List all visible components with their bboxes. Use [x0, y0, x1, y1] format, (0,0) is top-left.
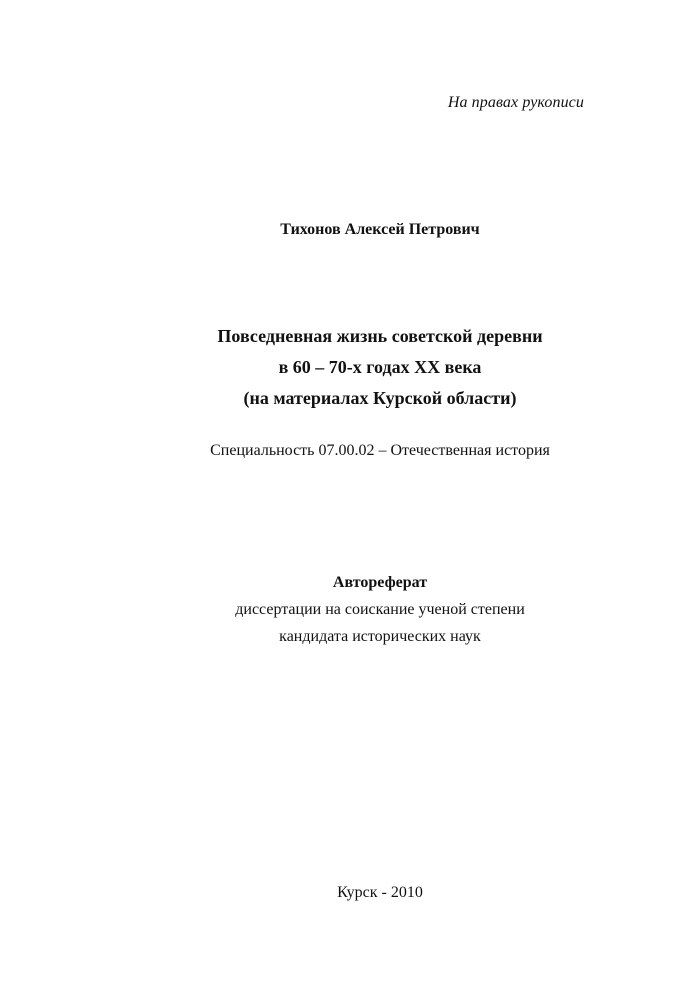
title-line-2: в 60 – 70-х годах XX века	[278, 357, 482, 377]
abstract-heading: Автореферат	[332, 574, 428, 591]
dissertation-title	[0, 321, 700, 414]
abstract-block	[0, 569, 700, 650]
abstract-line-1: диссертации на соискание ученой степени	[235, 601, 525, 618]
specialty-line: Специальность 07.00.02 – Отечественная история	[210, 442, 550, 459]
author-name: Тихонов Алексей Петрович	[280, 221, 480, 238]
title-line-3: (на материалах Курской области)	[243, 388, 517, 408]
abstract-line-2: кандидата исторических наук	[279, 628, 481, 645]
title-line-1: Повседневная жизнь советской деревни	[217, 326, 543, 346]
rights-note: На правах рукописи	[447, 94, 584, 111]
place-and-year: Курск - 2010	[337, 884, 423, 901]
